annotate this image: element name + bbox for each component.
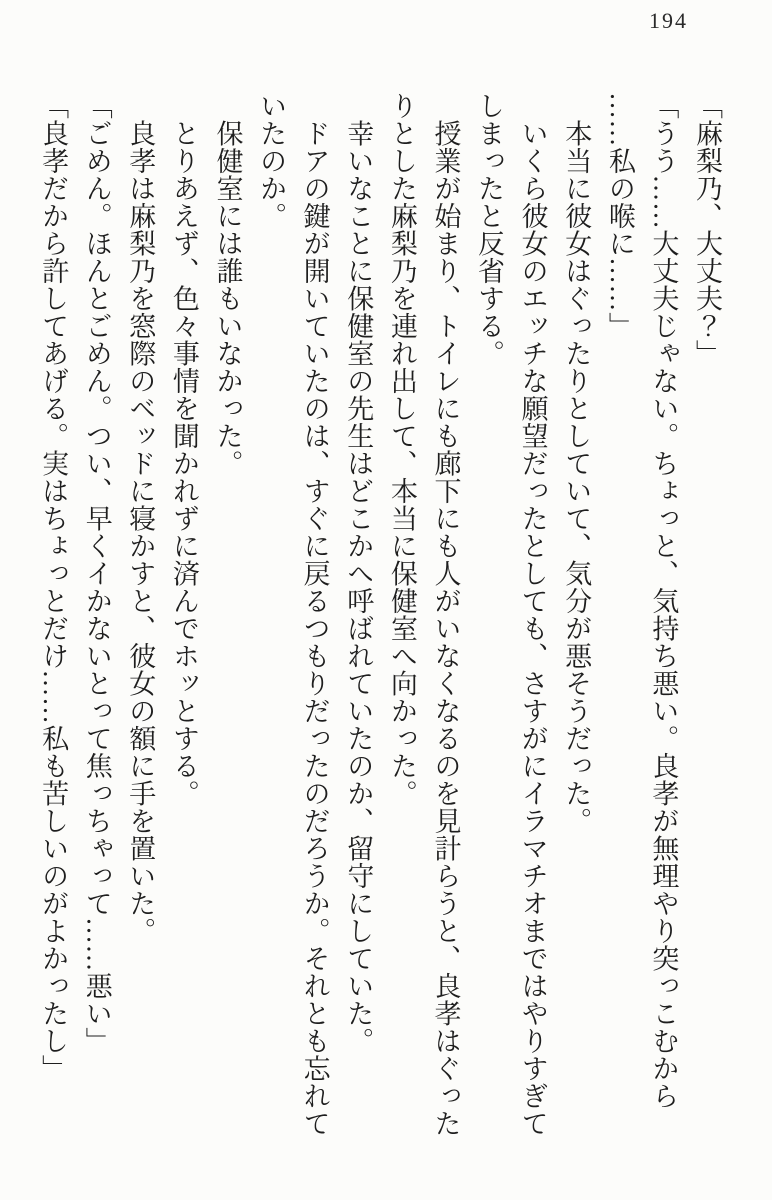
text-line: いたのか。 (256, 92, 287, 230)
text-line: とりあえず、色々事情を聞かれずに済んでホッとする。 (168, 92, 199, 807)
text-line: 良孝は麻梨乃を窓際のベッドに寝かすと、彼女の額に手を置いた。 (125, 92, 156, 945)
text-line: しまったと反省する。 (474, 92, 505, 367)
text-area (31, 92, 729, 1152)
text-line: りとした麻梨乃を連れ出して、本当に保健室へ向かった。 (386, 92, 417, 807)
page-number: 194 (649, 8, 688, 33)
text-line: 授業が始まり、トイレにも廊下にも人がいなくなるのを見計らうと、良孝はぐった (430, 92, 461, 1137)
text-line: 「良孝だから許してあげる。実はちょっとだけ……私も苦しいのがよかったし」 (38, 92, 69, 1082)
text-line: 幸いなことに保健室の先生はどこかへ呼ばれていたのか、留守にしていた。 (343, 92, 374, 1055)
text-line: 本当に彼女はぐったりとしていて、気分が悪そうだった。 (561, 92, 592, 835)
text-line: ……私の喉に……」 (604, 92, 635, 340)
text-line: ドアの鍵が開いていたのは、すぐに戻るつもりだったのだろうか。それとも忘れて (299, 92, 330, 1137)
text-line: 保健室には誰もいなかった。 (212, 92, 243, 477)
text-line: 「ごめん。ほんとごめん。つい、早くイかないとって焦っちゃって……悪い」 (81, 92, 112, 1055)
text-line: 「麻梨乃、大丈夫？」 (692, 92, 722, 367)
text-line: 「うう……大丈夫じゃない。ちょっと、気持ち悪い。良孝が無理やり突っこむから (648, 92, 679, 1110)
text-line: いくら彼女のエッチな願望だったとしても、さすがにイラマチオまではやりすぎて (517, 92, 548, 1137)
